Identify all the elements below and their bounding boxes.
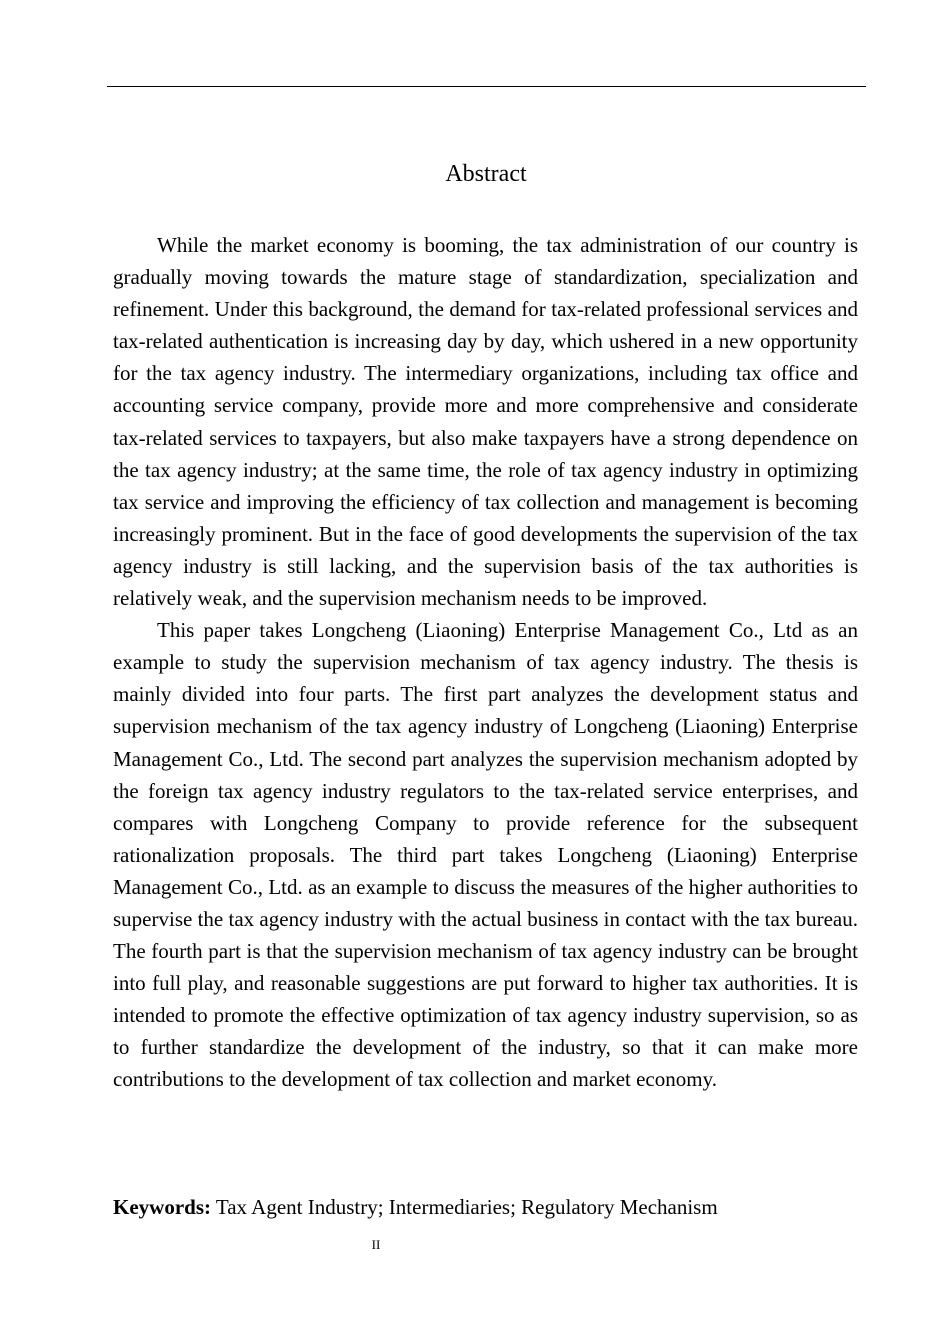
header-rule xyxy=(107,86,866,87)
abstract-body xyxy=(113,229,858,1096)
abstract-paragraph-2: This paper takes Longcheng (Liaoning) Enterprise Management Co., Ltd as an example to study the supervision mechanism of tax agency industry. The thesis is mainly divided into four parts. The first part analyzes the development status and supervision mechanism of the tax agency industry of Longcheng (Liaoning) Enterprise Management Co., Ltd. The second part analyzes the supervision mechanism adopted by the foreign tax agency industry regulators to the tax-related service enterprises, and compares with Longcheng Company to provide reference for the subsequent rationalization proposals. The third part takes Longcheng (Liaoning) Enterprise Management Co., Ltd. as an example to discuss the measures of the higher authorities to supervise the tax agency industry with the actual business in contact with the tax bureau. The fourth part is that the supervision mechanism of tax agency industry can be brought into full play, and reasonable suggestions are put forward to higher tax authorities. It is intended to promote the effective optimization of tax agency industry supervision, so as to further standardize the development of the industry, so that it can make more contributions to the development of tax collection and market economy. xyxy=(113,618,858,1092)
abstract-paragraph-1: While the market economy is booming, the tax administration of our country is gradually moving towards the mature stage of standardization, specialization and refinement. Under this background, the demand for tax-related professional services and tax-related authentication is increasing day by day, which ushered in a new opportunity for the tax agency industry. The intermediary organizations, including tax office and accounting service company, provide more and more comprehensive and considerate tax-related services to taxpayers, but also make taxpayers have a strong dependence on the tax agency industry; at the same time, the role of tax agency industry in optimizing tax service and improving the efficiency of tax collection and management is becoming increasingly prominent. But in the face of good developments the supervision of the tax agency industry is still lacking, and the supervision basis of the tax authorities is relatively weak, and the supervision mechanism needs to be improved. xyxy=(113,233,858,611)
keywords-label: Keywords: xyxy=(113,1195,211,1219)
page-number: II xyxy=(371,1237,381,1252)
keywords-text: Tax Agent Industry; Intermediaries; Regulatory Mechanism xyxy=(215,1195,718,1219)
keywords-line xyxy=(113,1191,858,1223)
abstract-title: Abstract xyxy=(445,161,527,187)
